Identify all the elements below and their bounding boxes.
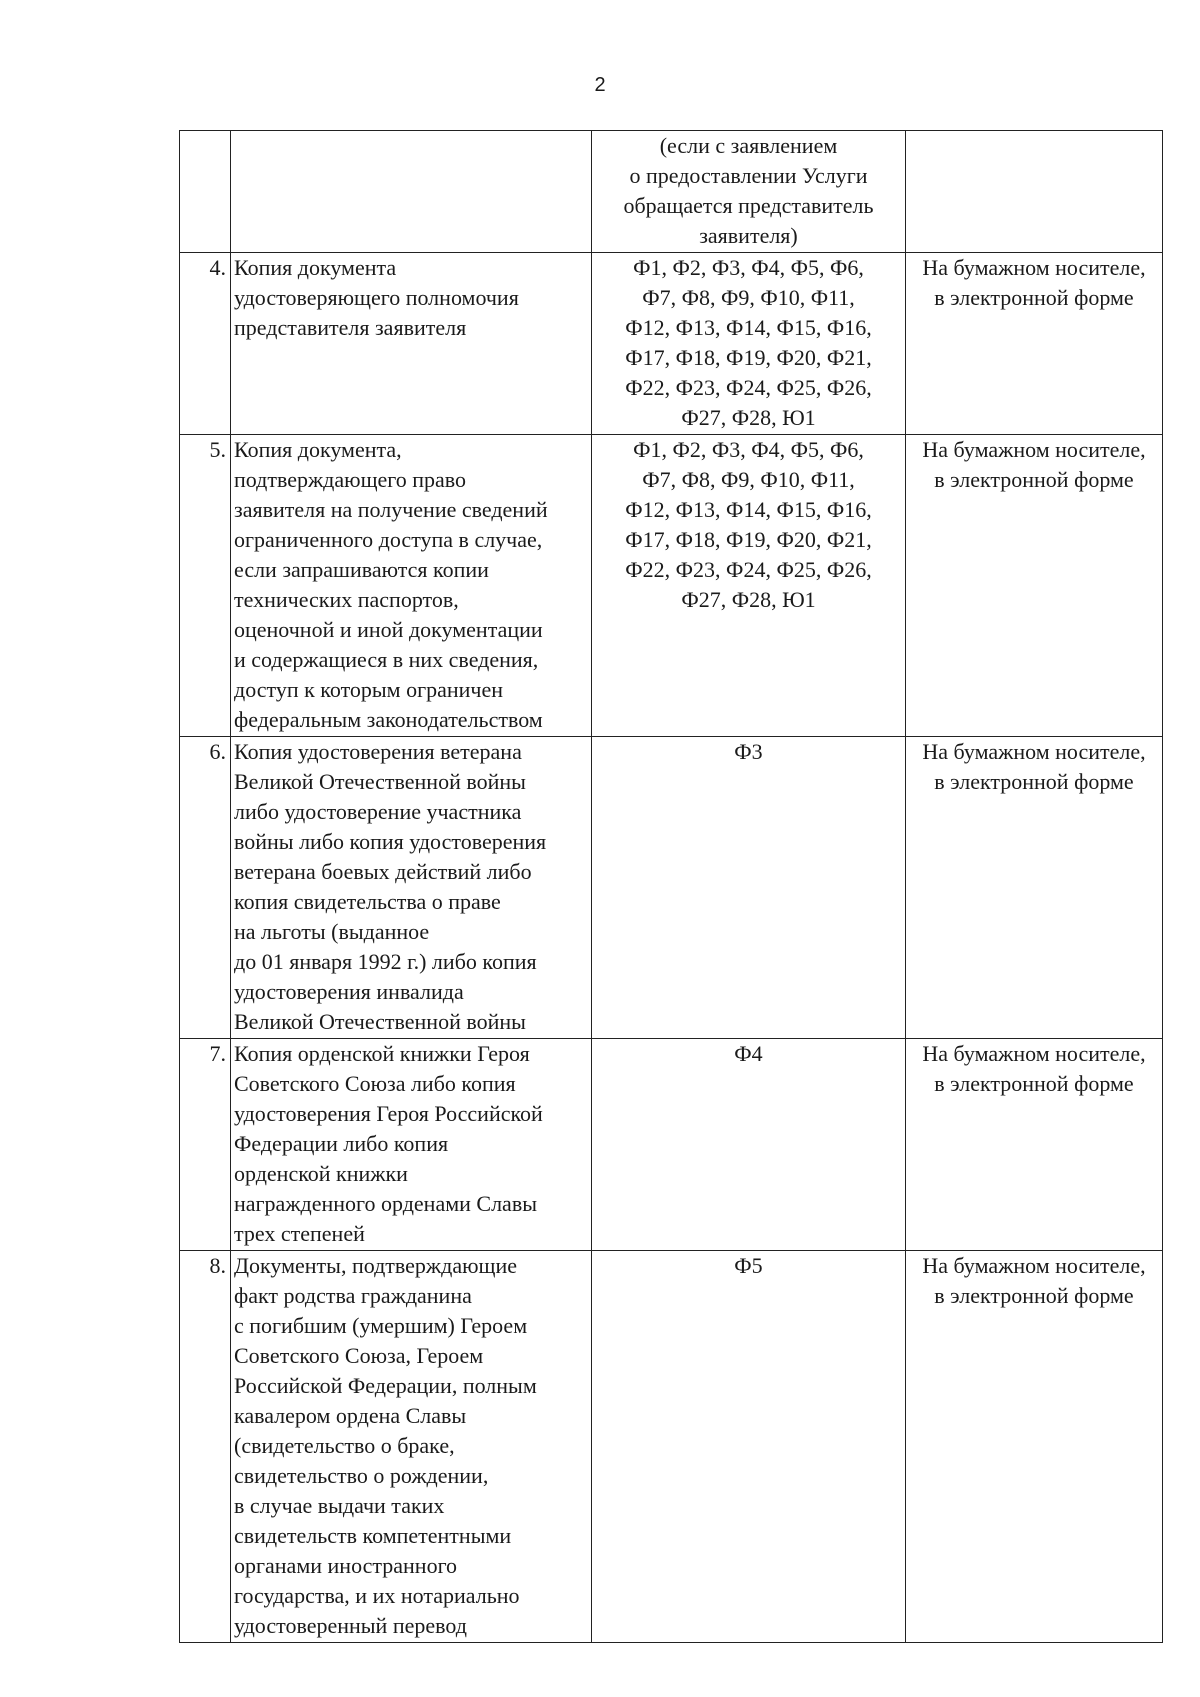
applicant-categories: Ф3 — [592, 737, 906, 1039]
document-name: Документы, подтверждающие факт родства гражданина с погибшим (умершим) Героем Советского Союза, Героем Российской Федерации, полным кавалером ордена Славы (свидетельство о браке, свидетельство о рождении, в случае выдачи таких свидетельств компетентными органами иностранного государства, и их нотариально удостоверенный перевод — [231, 1251, 592, 1643]
applicant-categories: Ф1, Ф2, Ф3, Ф4, Ф5, Ф6, Ф7, Ф8, Ф9, Ф10, Ф11, Ф12, Ф13, Ф14, Ф15, Ф16, Ф17, Ф18, Ф19, Ф20, Ф21, Ф22, Ф23, Ф24, Ф25, Ф26, Ф27, Ф28, Ю1 — [592, 435, 906, 737]
document-name: Копия документа, подтверждающего право заявителя на получение сведений ограниченного доступа в случае, если запрашиваются копии технических паспортов, оценочной и иной документации и содержащиеся в них сведения, доступ к которым ограничен федеральным законодательством — [231, 435, 592, 737]
table-row — [180, 253, 1163, 435]
documents-table — [179, 130, 1163, 1643]
row-number: 4. — [180, 253, 231, 435]
table-row — [180, 1251, 1163, 1643]
document-name: Копия документа удостоверяющего полномочия представителя заявителя — [231, 253, 592, 435]
row-number: 6. — [180, 737, 231, 1039]
row-number: 5. — [180, 435, 231, 737]
document-name: Копия орденской книжки Героя Советского Союза либо копия удостоверения Героя Российской Федерации либо копия орденской книжки награжденного орденами Славы трех степеней — [231, 1039, 592, 1251]
document-name — [231, 131, 592, 253]
table-row — [180, 737, 1163, 1039]
submission-form: На бумажном носителе, в электронной форме — [906, 1251, 1163, 1643]
table-row — [180, 435, 1163, 737]
applicant-categories: Ф5 — [592, 1251, 906, 1643]
row-number: 7. — [180, 1039, 231, 1251]
submission-form: На бумажном носителе, в электронной форме — [906, 737, 1163, 1039]
submission-form: На бумажном носителе, в электронной форме — [906, 435, 1163, 737]
applicant-categories: (если с заявлением о предоставлении Услуги обращается представитель заявителя) — [592, 131, 906, 253]
submission-form — [906, 131, 1163, 253]
submission-form: На бумажном носителе, в электронной форме — [906, 1039, 1163, 1251]
row-number — [180, 131, 231, 253]
applicant-categories: Ф4 — [592, 1039, 906, 1251]
applicant-categories: Ф1, Ф2, Ф3, Ф4, Ф5, Ф6, Ф7, Ф8, Ф9, Ф10, Ф11, Ф12, Ф13, Ф14, Ф15, Ф16, Ф17, Ф18, Ф19, Ф20, Ф21, Ф22, Ф23, Ф24, Ф25, Ф26, Ф27, Ф28, Ю1 — [592, 253, 906, 435]
table-row — [180, 131, 1163, 253]
table-row — [180, 1039, 1163, 1251]
page-number: 2 — [594, 74, 606, 96]
document-name: Копия удостоверения ветерана Великой Отечественной войны либо удостоверение участника войны либо копия удостоверения ветерана боевых действий либо копия свидетельства о праве на льготы (выданное до 01 января 1992 г.) либо копия удостоверения инвалида Великой Отечественной войны — [231, 737, 592, 1039]
submission-form: На бумажном носителе, в электронной форме — [906, 253, 1163, 435]
row-number: 8. — [180, 1251, 231, 1643]
